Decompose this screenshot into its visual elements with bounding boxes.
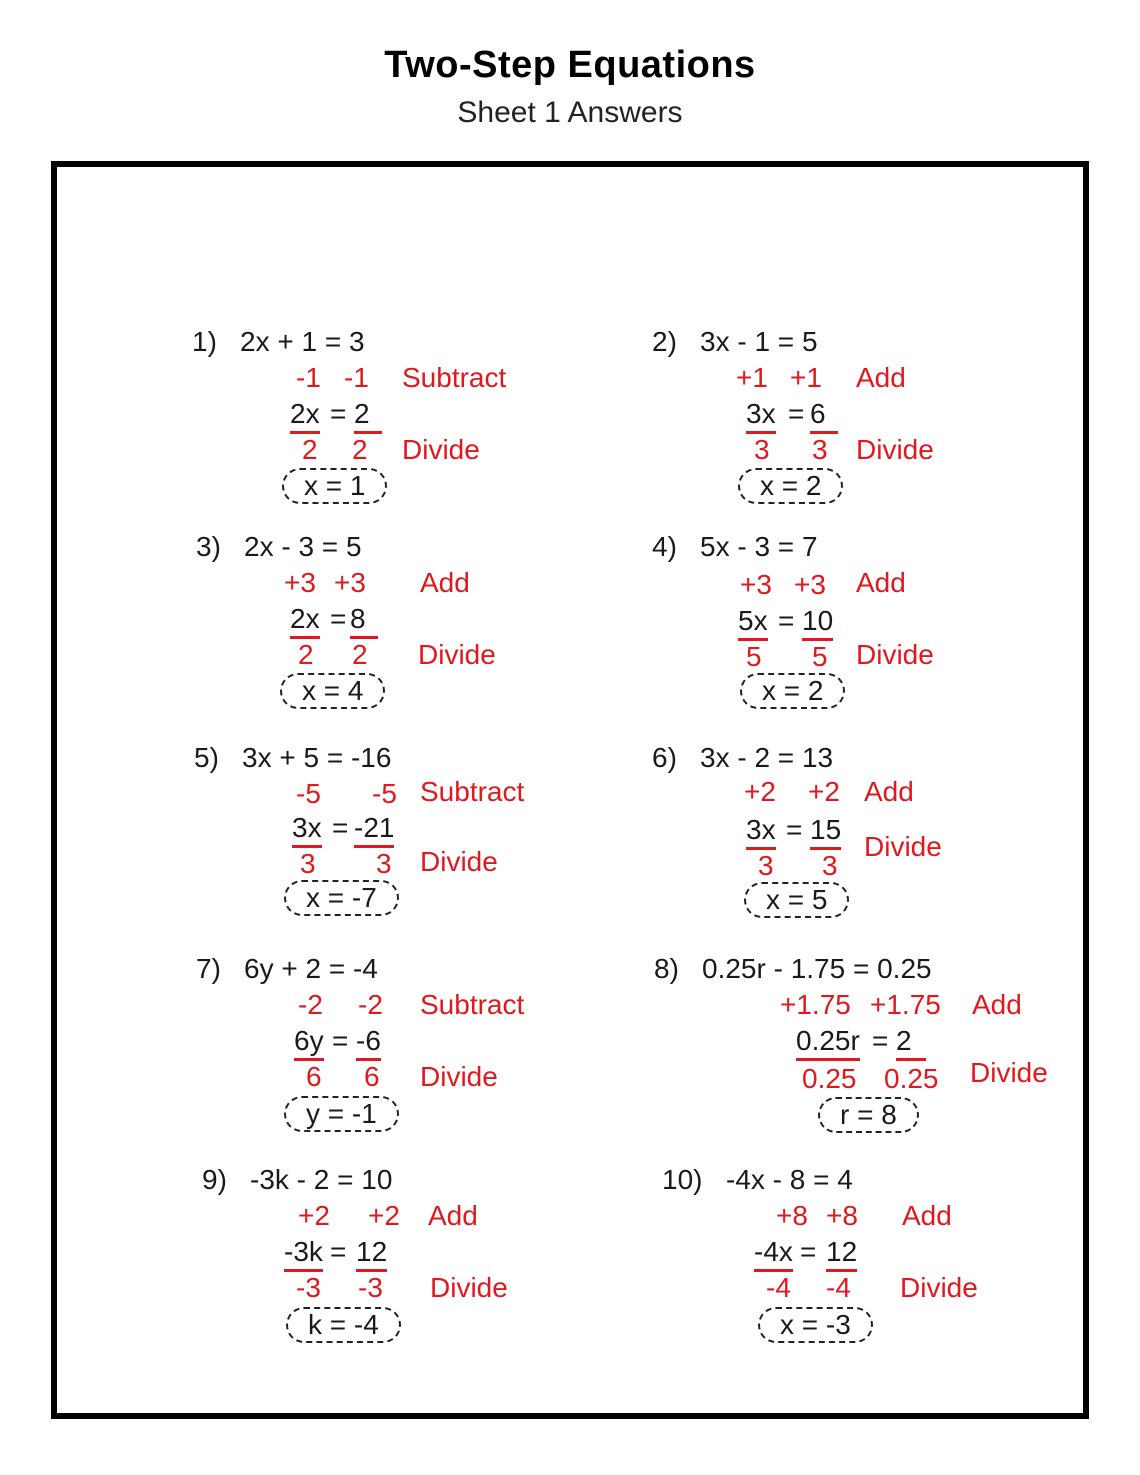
reduced-right: -21 <box>354 811 394 848</box>
reduced-left: -3k <box>284 1235 323 1272</box>
step1-label: Add <box>856 362 906 393</box>
step1-label: Subtract <box>402 362 507 393</box>
reduced-left: 3x <box>746 397 776 434</box>
problem-equation: 0.25r - 1.75 = 0.25 <box>702 953 932 984</box>
problem-equation: 3x - 1 = 5 <box>700 326 818 357</box>
divisor-right: 3 <box>812 434 828 465</box>
reduced-right: -6 <box>356 1024 381 1061</box>
answer-box: x = -3 <box>758 1307 873 1343</box>
problem-3 <box>194 530 654 730</box>
reduced-left: 5x <box>738 604 768 641</box>
problem-equation: 2x - 3 = 5 <box>244 531 362 562</box>
divide-label: Divide <box>856 434 934 465</box>
problem-equation: 3x + 5 = -16 <box>242 742 392 773</box>
divisor-right: -3 <box>358 1272 383 1303</box>
divide-label: Divide <box>402 434 480 465</box>
problem-10 <box>660 1163 1120 1363</box>
reduced-right: 15 <box>810 813 841 850</box>
divisor-right: 6 <box>364 1061 380 1092</box>
divisor-right: 3 <box>822 850 838 881</box>
problem-equation: 3x - 2 = 13 <box>700 742 834 773</box>
reduced-left: 2x <box>290 602 320 639</box>
divisor-right: 2 <box>352 639 368 670</box>
step1-left: -5 <box>296 778 321 809</box>
problem-number: 5) <box>194 742 219 773</box>
step1-left: -2 <box>298 989 323 1020</box>
reduced-left: 3x <box>292 811 322 848</box>
problem-equation: 2x + 1 = 3 <box>240 326 365 357</box>
step1-left: +8 <box>776 1200 808 1231</box>
reduced-right: 8 <box>350 602 378 639</box>
problem-number: 3) <box>196 531 221 562</box>
step1-left: +3 <box>740 569 772 600</box>
answer-box: x = 2 <box>740 673 845 709</box>
problem-2 <box>652 325 1112 525</box>
step1-left: +1 <box>736 362 768 393</box>
step1-right: +8 <box>826 1200 858 1231</box>
reduced-equals: = <box>330 398 347 429</box>
problem-number: 8) <box>654 953 679 984</box>
problem-5 <box>192 741 652 941</box>
step1-label: Add <box>428 1200 478 1231</box>
step1-label: Add <box>902 1200 952 1231</box>
answer-box: x = 4 <box>280 673 385 709</box>
step1-right: -2 <box>358 989 383 1020</box>
reduced-right: 12 <box>826 1235 857 1272</box>
problem-equation: -3k - 2 = 10 <box>250 1164 393 1195</box>
reduced-left: 2x <box>290 397 320 434</box>
reduced-right: 10 <box>802 604 833 641</box>
problem-equation: 5x - 3 = 7 <box>700 531 818 562</box>
divide-label: Divide <box>970 1057 1048 1088</box>
divide-label: Divide <box>864 831 942 862</box>
step1-label: Add <box>420 567 470 598</box>
answer-box: x = -7 <box>284 880 399 916</box>
problem-7 <box>194 952 654 1152</box>
divide-label: Divide <box>420 846 498 877</box>
divide-label: Divide <box>856 639 934 670</box>
divisor-right: -4 <box>826 1272 851 1303</box>
reduced-equals: = <box>778 605 795 636</box>
step1-right: +1 <box>790 362 822 393</box>
step1-right: -5 <box>372 778 397 809</box>
worksheet-subtitle: Sheet 1 Answers <box>457 96 683 129</box>
answer-box: x = 2 <box>738 468 843 504</box>
step1-label: Add <box>856 567 906 598</box>
reduced-left: -4x <box>754 1235 793 1272</box>
problem-equation: 6y + 2 = -4 <box>244 953 378 984</box>
divide-label: Divide <box>418 639 496 670</box>
divisor-left: 3 <box>758 850 774 881</box>
divisor-left: 3 <box>300 848 316 879</box>
reduced-left: 3x <box>746 813 776 850</box>
reduced-equals: = <box>330 1236 347 1267</box>
divisor-left: 6 <box>306 1061 322 1092</box>
problem-6 <box>652 741 1112 941</box>
reduced-right: 2 <box>354 397 382 434</box>
answer-box: r = 8 <box>818 1097 919 1133</box>
problem-4 <box>652 530 1112 730</box>
step1-right: +3 <box>794 569 826 600</box>
answer-box: y = -1 <box>284 1096 399 1132</box>
step1-right: +2 <box>808 776 840 807</box>
divide-label: Divide <box>420 1061 498 1092</box>
problem-number: 6) <box>652 742 677 773</box>
problem-9 <box>200 1163 660 1363</box>
answer-box: x = 5 <box>744 882 849 918</box>
step1-left: +1.75 <box>780 989 851 1020</box>
divisor-right: 3 <box>376 848 392 879</box>
divisor-left: 5 <box>746 641 762 672</box>
divisor-left: -4 <box>766 1272 791 1303</box>
reduced-right: 12 <box>356 1235 387 1272</box>
reduced-equals: = <box>332 812 349 843</box>
divisor-left: 2 <box>302 434 318 465</box>
divisor-left: 0.25 <box>802 1063 857 1094</box>
step1-left: +2 <box>298 1200 330 1231</box>
problem-number: 4) <box>652 531 677 562</box>
reduced-left: 6y <box>294 1024 324 1061</box>
problem-number: 1) <box>192 326 217 357</box>
step1-right: +1.75 <box>870 989 941 1020</box>
divide-label: Divide <box>900 1272 978 1303</box>
problem-equation: -4x - 8 = 4 <box>726 1164 853 1195</box>
reduced-equals: = <box>332 1025 349 1056</box>
divisor-left: -3 <box>296 1272 321 1303</box>
step1-right: +2 <box>368 1200 400 1231</box>
step1-label: Add <box>864 776 914 807</box>
step1-label: Subtract <box>420 776 525 807</box>
problem-number: 2) <box>652 326 677 357</box>
reduced-equals: = <box>330 603 347 634</box>
step1-right: +3 <box>334 567 366 598</box>
problem-number: 10) <box>662 1164 703 1195</box>
reduced-equals: = <box>872 1025 889 1056</box>
divisor-right: 5 <box>812 641 828 672</box>
reduced-right: 6 <box>810 397 838 434</box>
answer-box: x = 1 <box>282 468 387 504</box>
divide-label: Divide <box>430 1272 508 1303</box>
reduced-equals: = <box>800 1236 817 1267</box>
divisor-left: 3 <box>754 434 770 465</box>
step1-left: -1 <box>296 362 321 393</box>
reduced-right: 2 <box>896 1024 926 1061</box>
reduced-equals: = <box>786 814 803 845</box>
divisor-right: 0.25 <box>884 1063 939 1094</box>
step1-label: Add <box>972 989 1022 1020</box>
divisor-right: 2 <box>352 434 368 465</box>
reduced-left: 0.25r <box>796 1024 860 1061</box>
worksheet-title: Two-Step Equations <box>384 44 756 86</box>
step1-right: -1 <box>344 362 369 393</box>
divisor-left: 2 <box>298 639 314 670</box>
problem-number: 9) <box>202 1164 227 1195</box>
step1-label: Subtract <box>420 989 525 1020</box>
step1-left: +3 <box>284 567 316 598</box>
answer-box: k = -4 <box>286 1307 401 1343</box>
problem-1 <box>190 325 650 525</box>
step1-left: +2 <box>744 776 776 807</box>
problem-number: 7) <box>196 953 221 984</box>
reduced-equals: = <box>788 398 805 429</box>
problem-8 <box>652 952 1112 1152</box>
